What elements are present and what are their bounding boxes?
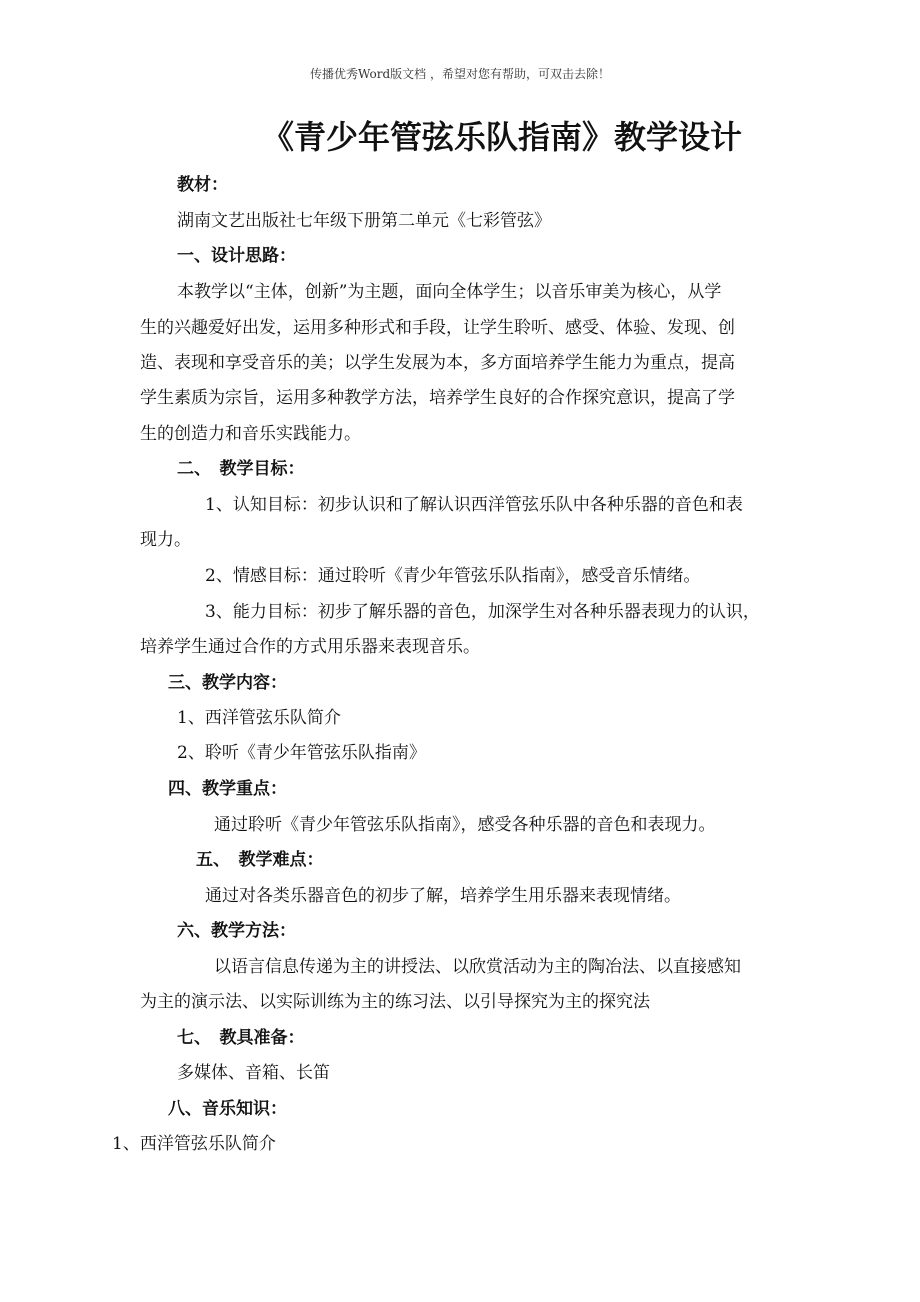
goals-heading: 二、 教学目标： — [177, 459, 305, 479]
content-item-2: 2、聆听《青少年管弦乐队指南》 — [177, 743, 426, 763]
knowledge-heading: 八、音乐知识： — [168, 1099, 287, 1119]
focus-text: 通过聆听《青少年管弦乐队指南》，感受各种乐器的音色和表现力。 — [214, 815, 716, 835]
knowledge-item-1: 1、西洋管弦乐队简介 — [112, 1134, 276, 1154]
goal-1-line-2: 现力。 — [140, 530, 191, 550]
goal-2: 2、情感目标：通过聆听《青少年管弦乐队指南》，感受音乐情绪。 — [205, 566, 701, 586]
content-heading: 三、教学内容： — [168, 673, 287, 693]
design-line-1: 本教学以“主体，创新”为主题，面向全体学生；以音乐审美为核心，从学 — [177, 282, 722, 302]
design-heading: 一、设计思路： — [177, 246, 296, 266]
document-header-note: 传播优秀Word版文档 ，希望对您有帮助，可双击去除！ — [310, 67, 610, 81]
tools-text: 多媒体、音箱、长笛 — [177, 1063, 330, 1083]
focus-heading: 四、教学重点： — [168, 779, 287, 799]
goal-1-line-1: 1、认知目标：初步认识和了解认识西洋管弦乐队中各种乐器的音色和表 — [205, 495, 743, 515]
design-line-5: 生的创造力和音乐实践能力。 — [140, 424, 361, 444]
design-line-4: 学生素质为宗旨，运用多种教学方法，培养学生良好的合作探究意识，提高了学 — [140, 388, 735, 408]
textbook-text: 湖南文艺出版社七年级下册第二单元《七彩管弦》 — [177, 211, 551, 231]
methods-line-1: 以语言信息传递为主的讲授法、以欣赏活动为主的陶冶法、以直接感知 — [214, 957, 741, 977]
content-item-1: 1、西洋管弦乐队简介 — [177, 708, 341, 728]
methods-heading: 六、教学方法： — [177, 921, 296, 941]
textbook-heading: 教材： — [177, 175, 228, 195]
goal-3-line-2: 培养学生通过合作的方式用乐器来表现音乐。 — [140, 637, 480, 657]
difficulty-heading: 五、 教学难点： — [196, 850, 324, 870]
difficulty-text: 通过对各类乐器音色的初步了解，培养学生用乐器来表现情绪。 — [205, 886, 681, 906]
tools-heading: 七、 教具准备： — [177, 1028, 305, 1048]
page-title: 《青少年管弦乐队指南》教学设计 — [262, 118, 743, 156]
design-line-2: 生的兴趣爱好出发，运用多种形式和手段，让学生聆听、感受、体验、发现、创 — [140, 318, 735, 338]
goal-3-line-1: 3、能力目标：初步了解乐器的音色，加深学生对各种乐器表现力的认识， — [205, 602, 760, 622]
methods-line-2: 为主的演示法、以实际训练为主的练习法、以引导探究为主的探究法 — [140, 992, 650, 1012]
design-line-3: 造、表现和享受音乐的美；以学生发展为本，多方面培养学生能力为重点，提高 — [140, 353, 735, 373]
